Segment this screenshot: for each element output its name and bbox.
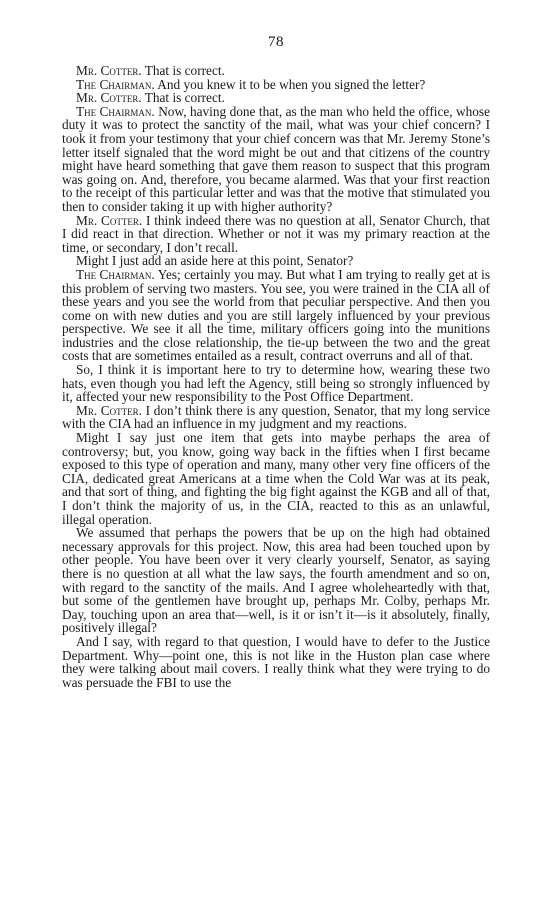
speaker-name: Mr. Cotter. (76, 63, 142, 78)
paragraph-text: Yes; certainly you may. But what I am trying to really get at is this problem of serving two masters. You see, you were trained in the CIA all of these years and you see the world from that peculiar perspective. And then you come on with new duties and you are still largely influenced by your previous perspective. We see it all the time, military officers going into the munitions industries and the close relationship, the tie-up between the two and the great costs that are sometimes entailed as a result, contract overruns and all of that. (62, 266, 490, 364)
paragraph (62, 64, 490, 78)
paragraph (62, 431, 490, 526)
paragraph-text: Now, having done that, as the man who held the office, whose duty it was to protect the sanctity of the mail, what was your chief concern? I took it from your testimony that your chief concern was that Mr. Jeremy Stone’s letter itself signaled that the word might be out and that citizens of the country might have heard something that gave them reason to suspect that this program was going on. And, therefore, you became alarmed. Was that your first reaction to the receipt of this particular letter and was that the motive that stimulated you then to consider taking it up with higher authority? (62, 103, 490, 214)
paragraph (62, 214, 490, 255)
paragraph-text: We assumed that perhaps the powers that be up on the high had obtained necessary approvals for this project. Now, this area had been touched upon by other people. You have been over it very clearly yourself, Senator, as saying there is no question at all what the law says, the fourth amendment and so on, with regard to the sanctity of the mails. And I agree wholeheartedly with that, but some of the gentlemen have brought up, perhaps Mr. Colby, perhaps Mr. Day, touching upon an area that—well, is it or isn’t it—is it absolutely, finally, positively illegal? (62, 525, 490, 636)
paragraph-text: And I say, with regard to that question, I would have to defer to the Justice Department. Why—point one, this is not like in the Huston plan case where they were talking about mail covers. I really think what they were trying to do was persuade the FBI to use the (62, 633, 490, 690)
paragraph-text: Might I just add an aside here at this point, Senator? (76, 253, 354, 269)
speaker-name: The Chairman. (76, 76, 155, 92)
paragraph-text: That is correct. (141, 63, 225, 78)
paragraph (62, 78, 490, 92)
speaker-name: Mr. Cotter. (76, 90, 142, 106)
paragraph (62, 526, 490, 635)
paragraph (62, 635, 490, 689)
speaker-name: Mr. Cotter. (76, 212, 143, 228)
paragraph (62, 404, 490, 431)
speaker-name: The Chairman. (76, 103, 155, 119)
paragraph (62, 363, 490, 404)
paragraph-text: I don’t think there is any question, Senator, that my long service with the CIA had an influence in my judgment and my reactions. (62, 402, 490, 432)
page-number: 78 (268, 34, 284, 50)
paragraph (62, 91, 490, 105)
paragraph (62, 105, 490, 214)
paragraph-text: Might I say just one item that gets into maybe perhaps the area of controversy; but, you know, going way back in the fifties when I first became exposed to this type of operation and many, many other very fine officers of the CIA, dedicated great Americans at a time when the Cold War was at its peak, and that sort of thing, and fighting the big fight against the KGB and all of that, I don’t think the majority of us, in the CIA, reacted to this as an unlawful, illegal operation. (62, 430, 490, 527)
body-text (62, 64, 490, 689)
speaker-name: The Chairman. (76, 266, 155, 282)
paragraph (62, 254, 490, 268)
paragraph-text: That is correct. (141, 90, 225, 106)
paragraph-text: And you knew it to be when you signed the letter? (154, 76, 426, 92)
paragraph-text: I think indeed there was no question at all, Senator Church, that I did react in that direction. Whether or not it was my primary reaction at the time, or secondary, I don’t recall. (62, 212, 490, 255)
paragraph-text: So, I think it is important here to try to determine how, wearing these two hats, even though you had left the Agency, still being so strongly influenced by it, affected your new responsibility to the Post Office Department. (62, 362, 490, 405)
paragraph (62, 268, 490, 363)
speaker-name: Mr. Cotter. (76, 402, 142, 418)
